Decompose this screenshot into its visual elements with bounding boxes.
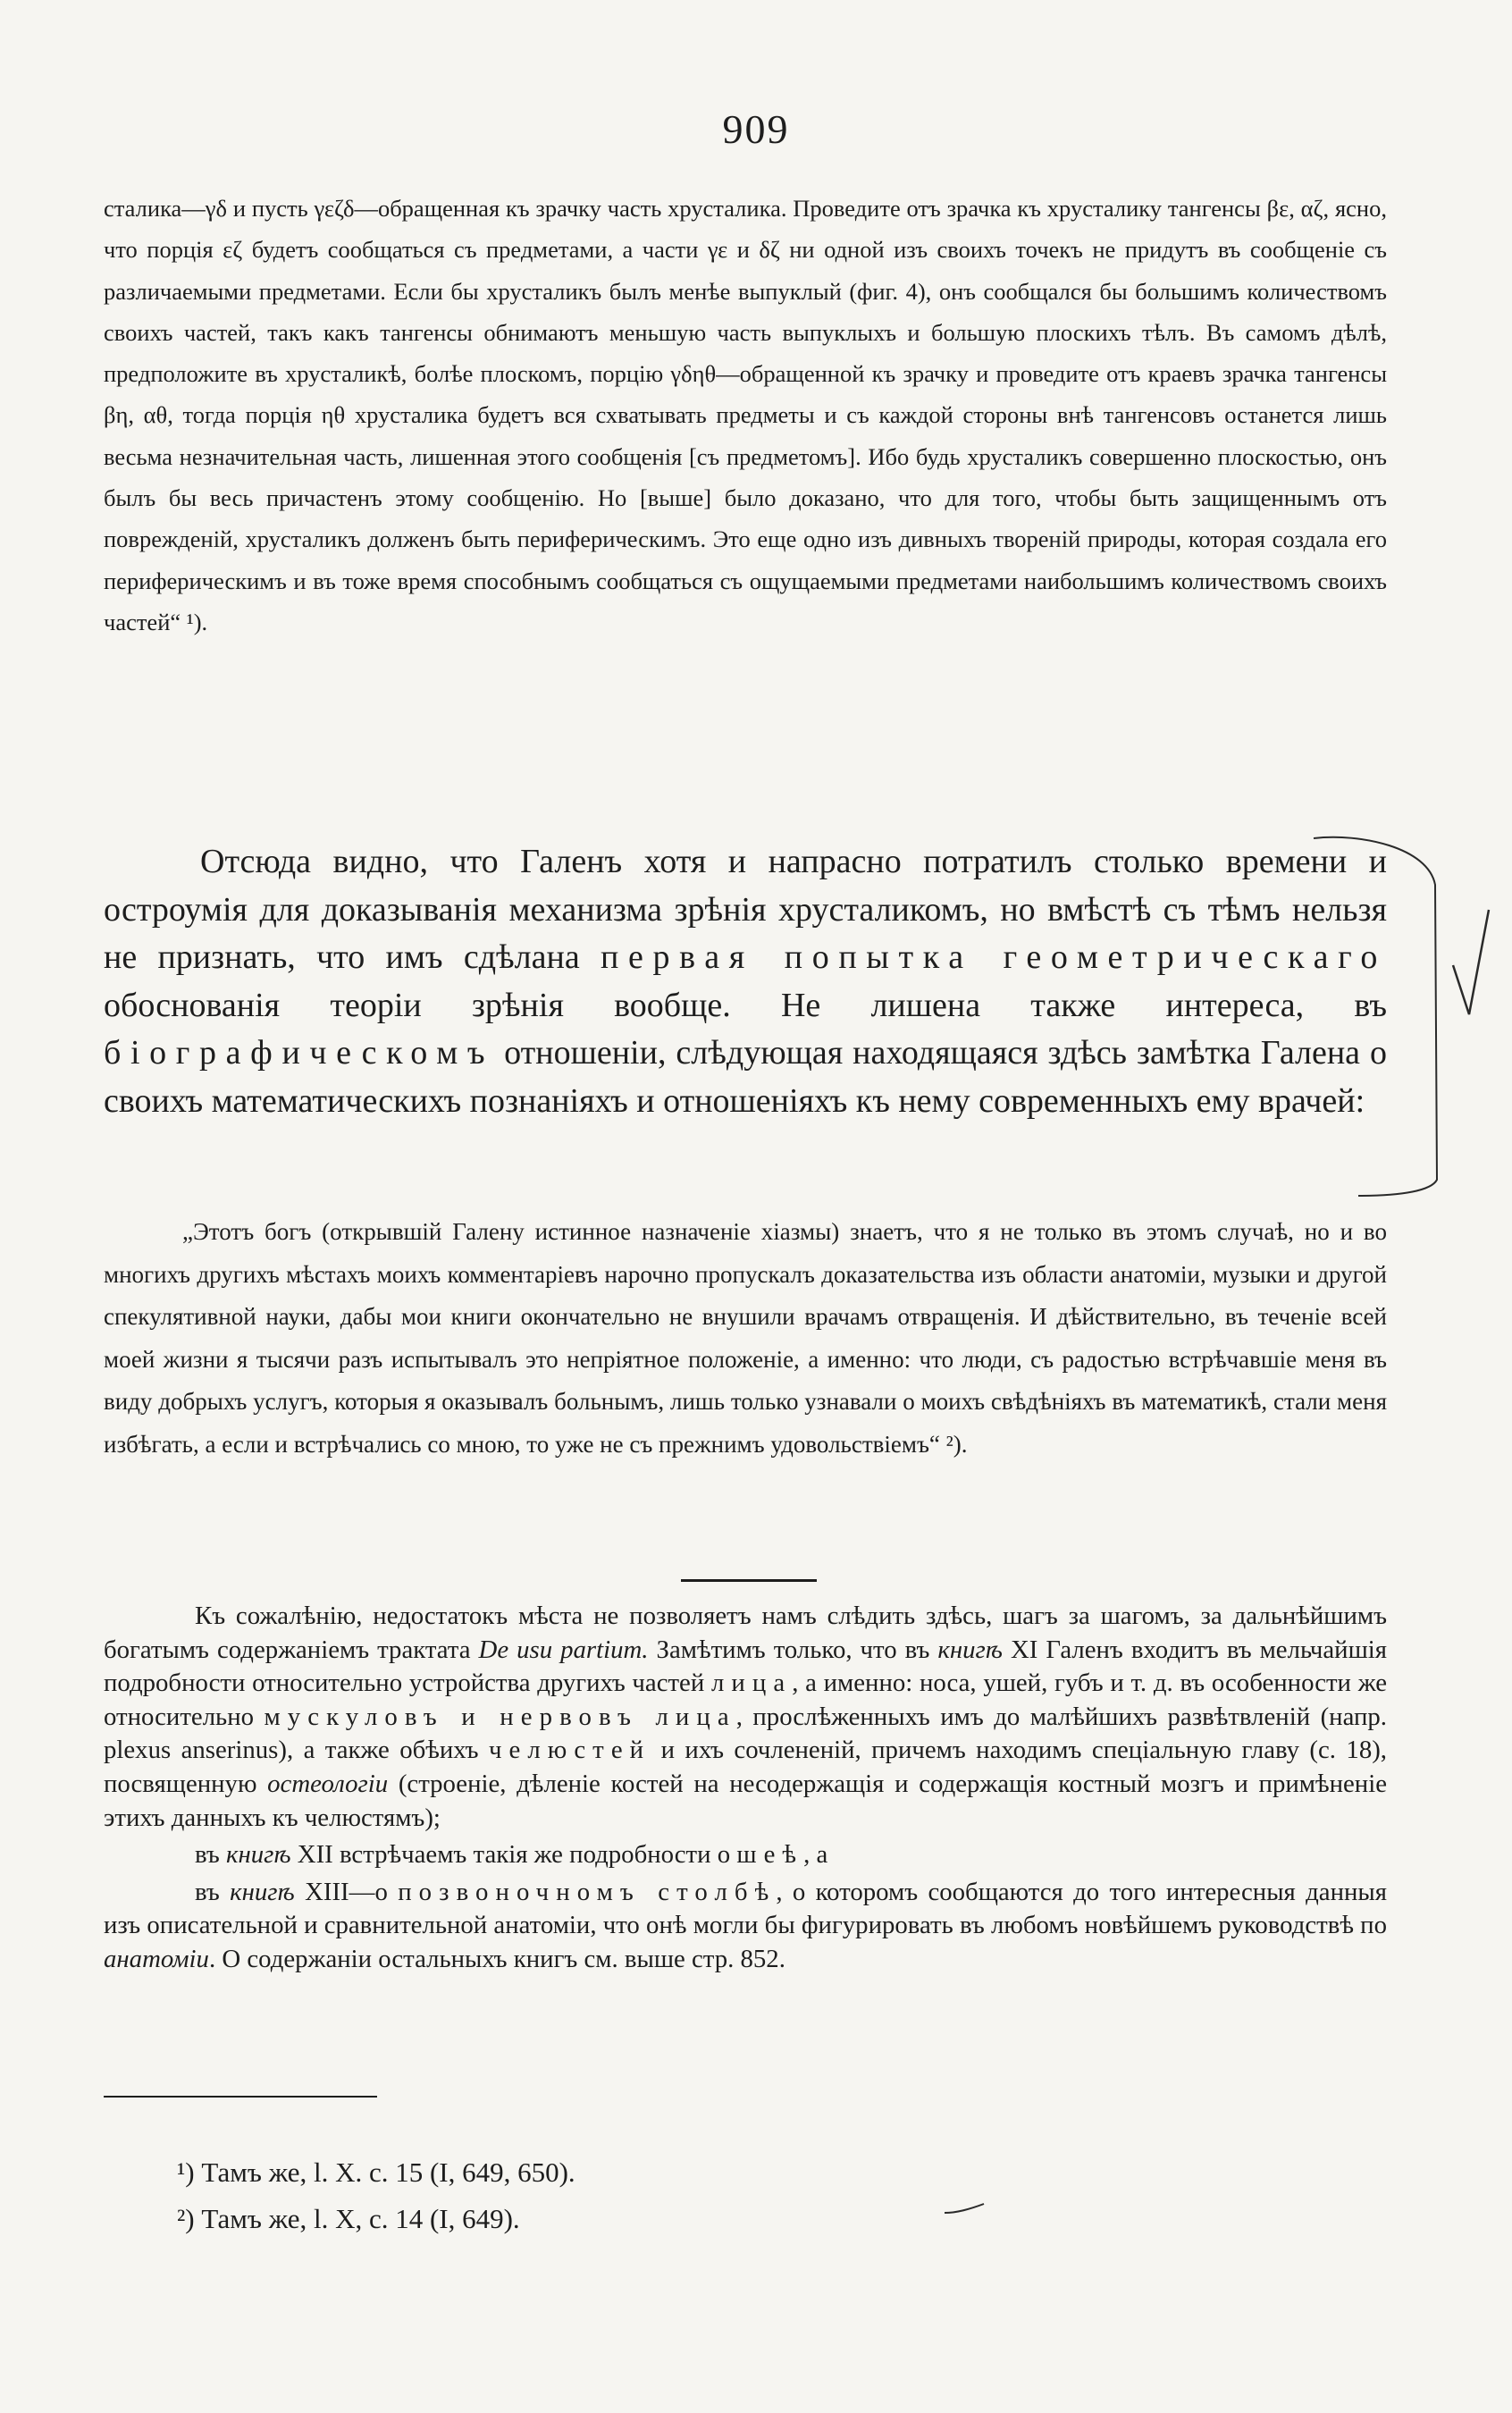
main-paragraph	[104, 838, 1387, 1125]
text-run: въ	[195, 1877, 231, 1906]
text-run: Къ сожалѣнію, недостатокъ мѣста не позволяетъ намъ слѣдить здѣсь, шагъ за шагомъ, за дальнѣйшимъ богатымъ содержаніемъ трактата	[104, 1602, 1387, 1664]
spaced-emphasis: челюстей	[488, 1736, 651, 1765]
italic-word: книгѣ	[230, 1877, 295, 1906]
text-run: Отсюда видно, что Галенъ хотя и напрасно потратилъ столько времени и остроумія для доказыванія механизма зрѣнія хрусталикомъ, но вмѣстѣ съ тѣмъ нельзя не признать, что имъ сдѣлана	[104, 843, 1387, 976]
small-paragraph	[104, 1600, 1387, 1835]
text-run: Замѣтимъ только, что въ	[648, 1635, 938, 1664]
spaced-emphasis: лица	[710, 1669, 793, 1698]
footnote: ²) Тамъ же, l. X, c. 14 (I, 649).	[177, 2203, 520, 2234]
quote-paragraph: сталика—γδ и пусть γεζδ—обращенная къ зрачку часть хрусталика. Проведите отъ зрачка къ хрусталику тангенсы βε, αζ, ясно, что порція εζ будетъ сообщаться съ предметами, а части γε и δζ ни одной изъ своихъ точекъ не придутъ въ сообщеніе съ различаемыми предметами. Если бы хрусталикъ былъ менѣе выпуклый (фиг. 4), онъ сообщался бы большимъ количествомъ своихъ частей, такъ какъ тангенсы обнимаютъ меньшую часть выпуклыхъ и большую плоскихъ тѣлъ. Въ самомъ дѣлѣ, предположите въ хрусталикѣ, болѣе плоскомъ, порцію γδηθ—обращенной къ зрачку и проведите отъ краевъ зрачка тангенсы βη, αθ, тогда порція ηθ хрусталика будетъ вся схватывать предметы и съ каждой стороны внѣ тангенсовъ останется лишь весьма незначительная часть, лишенная этого сообщенія [съ предметомъ]. Ибо будь хрусталикъ совершенно плоскостью, онъ былъ бы весь причастенъ этому сообщенію. Но [выше] было доказано, что для того, чтобы быть защищеннымъ отъ поврежденій, хрусталикъ долженъ быть периферическимъ. Это еще одно изъ дивныхъ твореній природы, которая создала его периферическимъ и въ тоже время способнымъ сообщаться съ ощущаемыми предметами наибольшимъ количествомъ своихъ частей“ ¹).	[104, 195, 1387, 635]
text-run: XII встрѣчаемъ такія же подробности о	[290, 1840, 737, 1870]
italic-word: книгѣ	[225, 1840, 291, 1870]
text-run: въ	[195, 1840, 226, 1870]
small-paragraph	[104, 1838, 1387, 1872]
galen-quote	[104, 1211, 1387, 1467]
spaced-emphasis: первая попытка геометрическаго	[600, 938, 1387, 976]
footnotes	[177, 2149, 981, 2242]
text-run: и ихъ сочлененій, причемъ находимъ спеціальную главу (с. 18), посвященную	[104, 1736, 1388, 1798]
text-run: , а	[803, 1840, 828, 1870]
text-run: . О содержаніи остальныхъ книгъ см. выше стр. 852.	[208, 1944, 785, 1973]
spaced-emphasis: мускуловъ и нервовъ лица	[264, 1702, 736, 1731]
text-run: XI Галенъ входитъ въ мельчайшія подробности относительно устройства другихъ частей	[104, 1635, 1387, 1698]
italic-word: остеологіи	[267, 1769, 389, 1798]
italic-word: анатоміи	[104, 1944, 209, 1973]
text-run: обоснованія теоріи зрѣнія вообще. Не лишена также интереса, въ	[104, 986, 1387, 1024]
italic-word: книгѣ	[937, 1635, 1004, 1664]
spaced-emphasis: позвоночномъ столбѣ	[398, 1877, 777, 1906]
italic-title: De usu partium.	[478, 1635, 649, 1664]
text-run: , о которомъ сообщаются до того интересныя данныя изъ описательной и сравнительной анатоміи, что онѣ могли бы фигурировать въ любомъ новѣйшемъ руководствѣ по	[104, 1877, 1387, 1940]
text-run: отношеніи, слѣдующая находящаяся здѣсь замѣтка Галена о своихъ математическихъ познаніяхъ и отношеніяхъ къ нему современныхъ ему врачей:	[104, 1034, 1387, 1120]
quote-paragraph: „Этотъ богъ (открывшій Галену истинное назначеніе хіазмы) знаетъ, что я не только въ этомъ случаѣ, но и во многихъ другихъ мѣстахъ моихъ комментаріевъ нарочно пропускалъ доказательства изъ области анатоміи, музыки и другой спекулятивной науки, дабы мои книги окончательно не внушили врачамъ отвращенія. И дѣйствительно, въ теченіе всей моей жизни я тысячи разъ испытывалъ это непріятное положеніе, а именно: что люди, съ радостью встрѣчавшіе меня въ виду добрыхъ услугъ, которыя я оказывалъ больнымъ, лишь только узнавали о моихъ свѣдѣніяхъ въ математикѣ, стали меня избѣгать, а если и встрѣчались со мною, то уже не съ прежнимъ удовольствіемъ“ ²).	[104, 1218, 1387, 1458]
handwritten-margin-mark	[1278, 831, 1492, 1206]
small-paragraph	[104, 1876, 1387, 1977]
separator-rule	[681, 1579, 817, 1582]
text-run: (строеніе, дѣленіе костей на несодержащія и содержащія костный мозгъ и примѣненіе этихъ данныхъ къ челюстямъ);	[104, 1769, 1387, 1832]
text-run: , прослѣженныхъ имъ до малѣйшихъ развѣтвленій (напр. plexus anserinus), а также обѣихъ	[104, 1702, 1387, 1765]
footnote: ¹) Тамъ же, l. X. c. 15 (I, 649, 650).	[177, 2157, 575, 2188]
footnote-rule	[104, 2096, 377, 2098]
pen-mark	[943, 2200, 987, 2218]
main-paragraph-text	[104, 838, 1387, 1125]
spaced-emphasis: шеѣ	[736, 1840, 804, 1870]
text-run: XIII—о	[294, 1877, 399, 1906]
quote-continuation	[104, 188, 1387, 643]
small-print-section	[104, 1600, 1387, 1980]
text-run: , а именно: носа, ушей, губъ и т. д. въ особенности же относительно	[104, 1669, 1387, 1731]
spaced-emphasis: біографическомъ	[104, 1034, 495, 1072]
page-number: 909	[722, 106, 790, 152]
